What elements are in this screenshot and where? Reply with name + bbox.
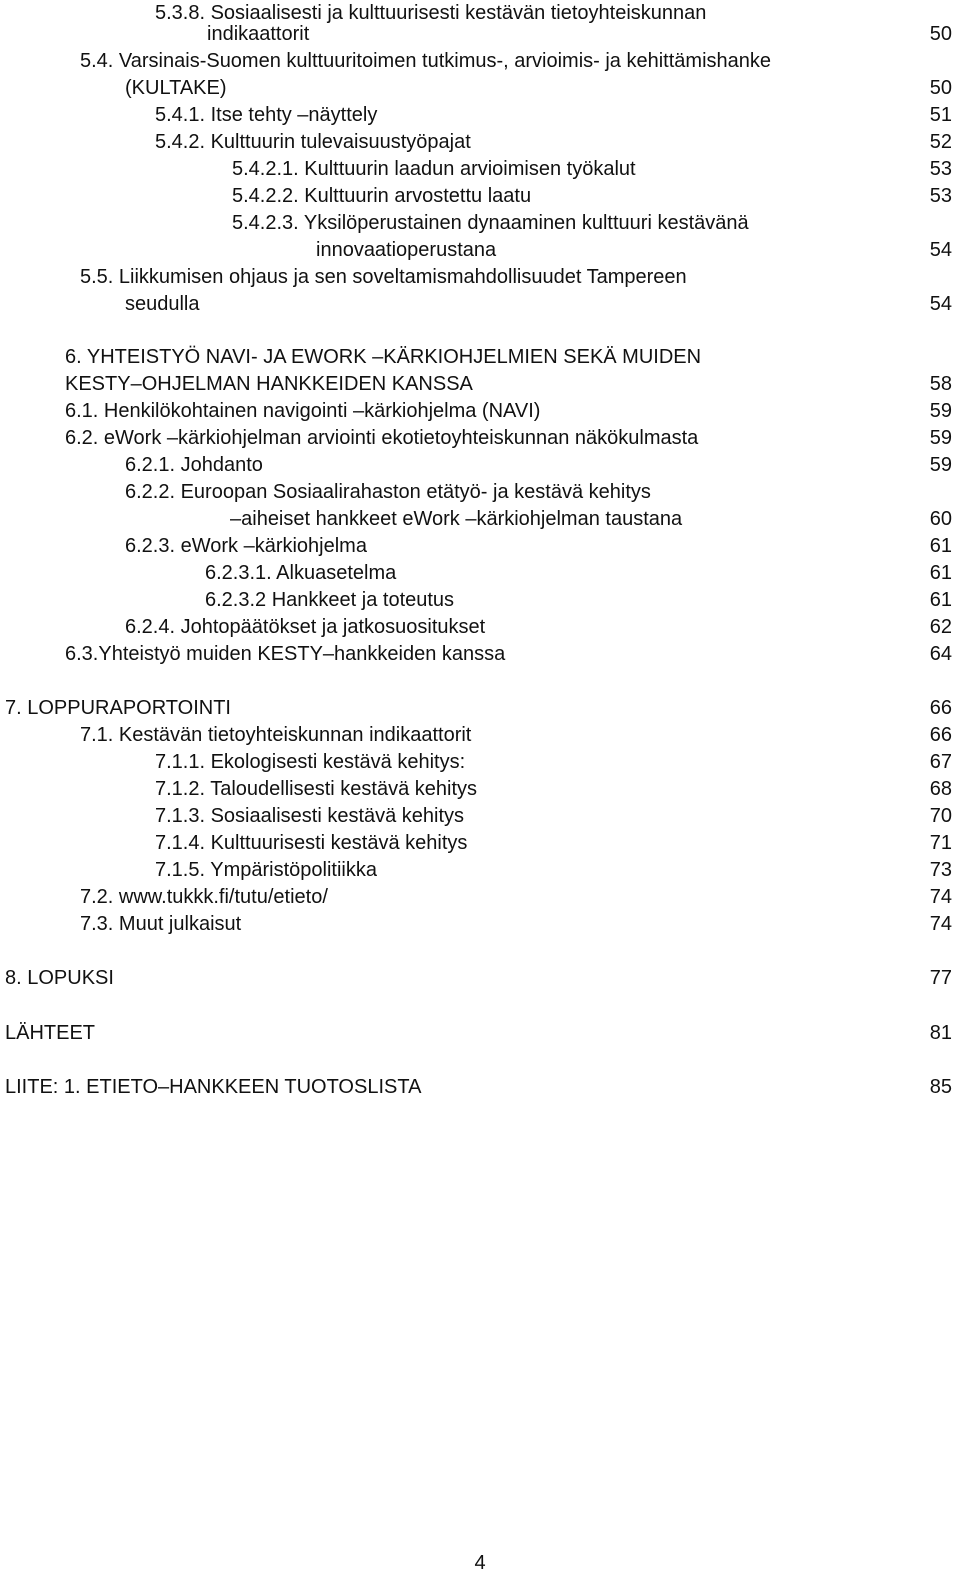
toc-page-number: 68 (929, 778, 952, 800)
toc-entry: 6.1. Henkilökohtainen navigointi –kärkiohjelma (NAVI) (65, 400, 541, 422)
toc-page-number: 62 (929, 616, 952, 638)
toc-entry: 7.2. www.tukkk.fi/tutu/etieto/ (80, 886, 328, 908)
toc-page-number: 61 (929, 589, 952, 611)
toc-page-number: 81 (929, 1022, 952, 1044)
toc-page-number: 50 (929, 23, 952, 45)
toc-entry: indikaattorit (207, 23, 310, 45)
toc-page-number: 77 (929, 967, 952, 989)
toc-entry: 5.4.2.3. Yksilöperustainen dynaaminen kulttuuri kestävänä (232, 212, 749, 234)
toc-entry: 6.3.Yhteistyö muiden KESTY–hankkeiden kanssa (65, 643, 506, 665)
toc-entry: 6.2.3.1. Alkuasetelma (205, 562, 397, 584)
toc-page-number: 59 (929, 400, 952, 422)
toc-page-number: 61 (929, 562, 952, 584)
toc-entry: 6.2.3. eWork –kärkiohjelma (125, 535, 367, 557)
toc-entry: 7.1.4. Kulttuurisesti kestävä kehitys (155, 832, 468, 854)
toc-entry: 7.1. Kestävän tietoyhteiskunnan indikaattorit (80, 724, 472, 746)
toc-entry: 6.2. eWork –kärkiohjelman arviointi ekotietoyhteiskunnan näkökulmasta (65, 427, 699, 449)
toc-page-number: 60 (929, 508, 952, 530)
toc-entry: 5.4.2.2. Kulttuurin arvostettu laatu (232, 185, 532, 207)
toc-page-number: 53 (929, 158, 952, 180)
toc-page-number: 51 (929, 104, 952, 126)
toc-entry: innovaatioperustana (316, 239, 497, 261)
toc-page-number: 59 (929, 427, 952, 449)
toc-heading: LÄHTEET (5, 1022, 96, 1044)
toc-heading: 6. YHTEISTYÖ NAVI- JA EWORK –KÄRKIOHJELMIEN SEKÄ MUIDEN (65, 346, 702, 368)
toc-page-number: 53 (929, 185, 952, 207)
toc-page-number: 67 (929, 751, 952, 773)
toc-page-number: 71 (929, 832, 952, 854)
toc-page-number: 70 (929, 805, 952, 827)
toc-entry: (KULTAKE) (125, 77, 227, 99)
toc-entry: 5.4.1. Itse tehty –näyttely (155, 104, 378, 126)
toc-entry: 6.2.2. Euroopan Sosiaalirahaston etätyö- ja kestävä kehitys (125, 481, 651, 503)
toc-entry: 6.2.4. Johtopäätökset ja jatkosuositukset (125, 616, 486, 638)
toc-entry: 5.3.8. Sosiaalisesti ja kulttuurisesti kestävän tietoyhteiskunnan (155, 2, 707, 24)
toc-entry: seudulla (125, 293, 200, 315)
toc-entry: 7.3. Muut julkaisut (80, 913, 242, 935)
toc-entry: 6.2.3.2 Hankkeet ja toteutus (205, 589, 455, 611)
toc-entry: 5.4.2. Kulttuurin tulevaisuustyöpajat (155, 131, 471, 153)
toc-page-number: 74 (929, 913, 952, 935)
toc-page-number: 52 (929, 131, 952, 153)
toc-entry: –aiheiset hankkeet eWork –kärkiohjelman taustana (230, 508, 683, 530)
toc-page-number: 85 (929, 1076, 952, 1098)
page-number: 4 (474, 1552, 486, 1574)
toc-entry: 7.1.3. Sosiaalisesti kestävä kehitys (155, 805, 465, 827)
toc-page-number: 66 (929, 724, 952, 746)
toc-page-number: 66 (929, 697, 952, 719)
toc-entry: 7.1.2. Taloudellisesti kestävä kehitys (155, 778, 478, 800)
toc-page-number: 61 (929, 535, 952, 557)
toc-page-number: 64 (929, 643, 952, 665)
toc-page-number: 59 (929, 454, 952, 476)
toc-page-number: 58 (929, 373, 952, 395)
toc-page-number: 74 (929, 886, 952, 908)
toc-entry: 5.4. Varsinais-Suomen kulttuuritoimen tutkimus-, arvioimis- ja kehittämishanke (80, 50, 772, 72)
toc-entry: 7.1.5. Ympäristöpolitiikka (155, 859, 377, 881)
toc-heading: 7. LOPPURAPORTOINTI (5, 697, 231, 719)
toc-heading: KESTY–OHJELMAN HANKKEIDEN KANSSA (65, 373, 473, 395)
toc-entry: 6.2.1. Johdanto (125, 454, 263, 476)
toc-entry: 7.1.1. Ekologisesti kestävä kehitys: (155, 751, 466, 773)
toc-heading: LIITE: 1. ETIETO–HANKKEEN TUOTOSLISTA (5, 1076, 422, 1098)
toc-entry: 5.4.2.1. Kulttuurin laadun arvioimisen työkalut (232, 158, 636, 180)
toc-page-number: 73 (929, 859, 952, 881)
toc-heading: 8. LOPUKSI (5, 967, 114, 989)
toc-page-number: 54 (929, 293, 952, 315)
toc-entry: 5.5. Liikkumisen ohjaus ja sen soveltamismahdollisuudet Tampereen (80, 266, 687, 288)
toc-page-number: 54 (929, 239, 952, 261)
toc-page-number: 50 (929, 77, 952, 99)
